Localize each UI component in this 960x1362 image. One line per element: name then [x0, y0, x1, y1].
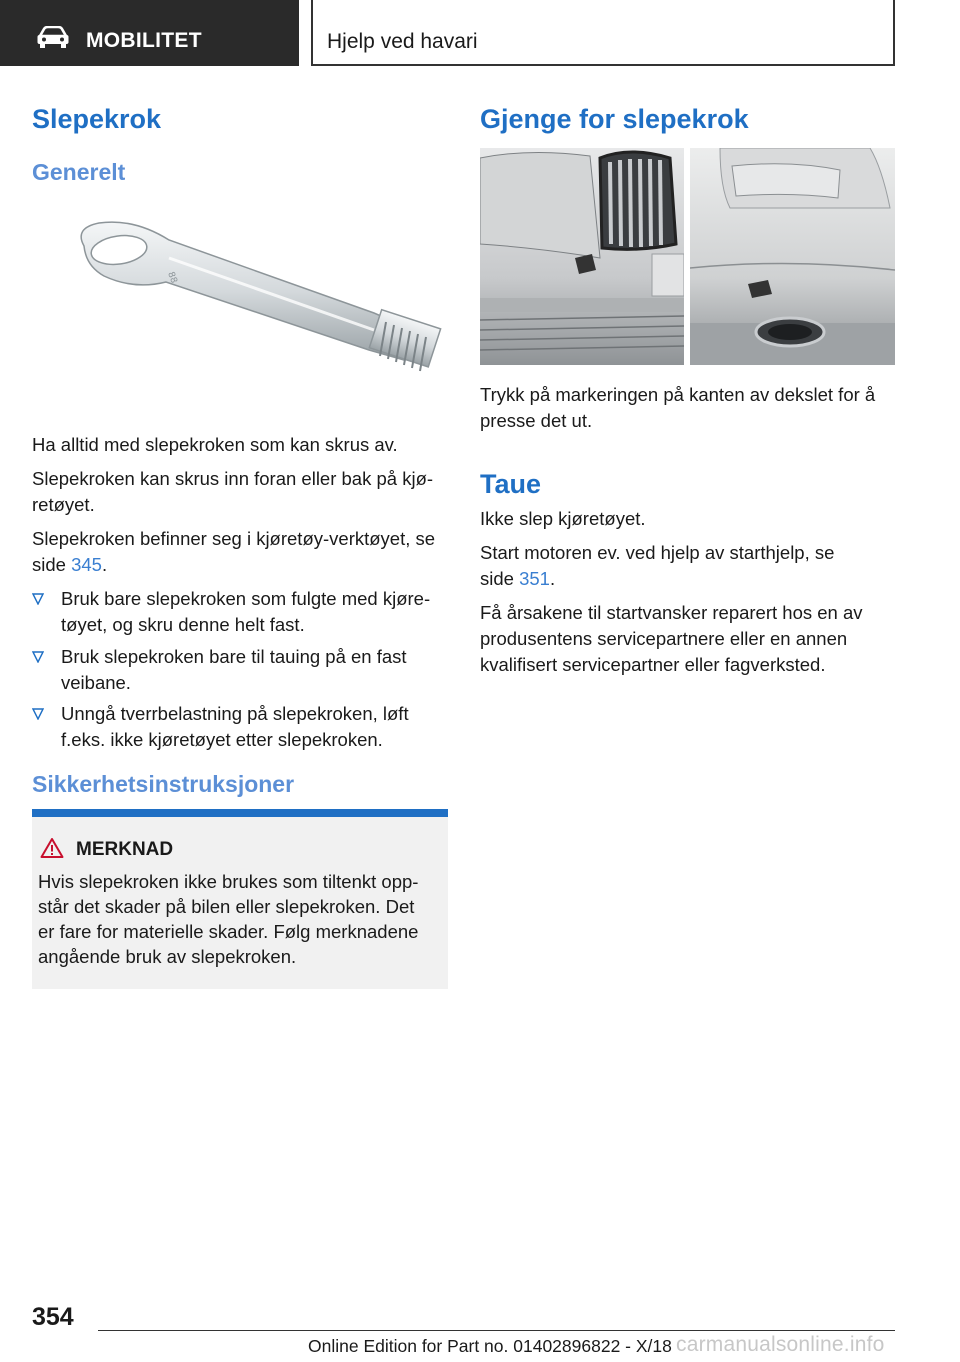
tow-hook-illustration [74, 218, 444, 393]
bullet-item: Unngå tverrbelastning på slepekroken, løft f.eks. ikke kjøretøyet etter slepekroken. [32, 701, 448, 753]
bullet-triangle-icon [32, 593, 44, 605]
subheading-generelt: Generelt [32, 159, 126, 185]
para-front-rear-2: retøyet. [32, 494, 95, 515]
page-link-351[interactable]: 351 [519, 568, 550, 589]
bullet-item: Bruk bare slepekroken som fulgte med kjøre- tøyet, og skru denne helt fast. [32, 586, 448, 638]
page-number: 354 [32, 1303, 74, 1331]
towing-line-1: Ikke slep kjøretøyet. [480, 508, 646, 529]
towing-line-3: side 351. [480, 568, 556, 589]
heading-taue: Taue [480, 469, 542, 499]
caption-line-1: Trykk på markeringen på kanten av dekslet for å [480, 384, 876, 405]
footer-divider [98, 1330, 895, 1331]
svg-text:88: 88 [165, 270, 179, 285]
front-bumper-illustration [480, 148, 684, 365]
bullet-item: Bruk slepekroken bare til tauing på en fast veibane. [32, 644, 448, 696]
towing-line-2: Start motoren ev. ved hjelp av starthjelp, se [480, 542, 835, 563]
car-icon [36, 26, 70, 48]
heading-gjenge: Gjenge for slepekrok [480, 104, 749, 134]
more-line-1: Få årsakene til startvansker reparert hos en av [480, 602, 863, 623]
section-tab [0, 0, 299, 66]
notice-text: Hvis slepekroken ikke brukes som tiltenkt opp- står det skader på bilen eller slepekroken. Det er fare for materielle skader. Følg merknadene angående bruk av slepekroken. [38, 871, 419, 967]
bullet-triangle-icon [32, 708, 44, 720]
heading-slepekrok: Slepekrok [32, 104, 162, 134]
chapter-title: Hjelp ved havari [327, 30, 478, 53]
more-line-3: kvalifisert servicepartner eller fagverksted. [480, 654, 826, 675]
heading-safety: Sikkerhetsinstruksjoner [32, 771, 295, 797]
more-line-2: produsentens servicepartnere eller en annen [480, 628, 848, 649]
caption-line-2: presse det ut. [480, 410, 593, 431]
bullet-triangle-icon [32, 651, 44, 663]
edition-text: Online Edition for Part no. 01402896822 - X/18 [308, 1336, 672, 1356]
notice-bar [32, 809, 448, 817]
watermark: carmanualsonline.info [676, 1333, 885, 1356]
para-location-2: side 345. [32, 554, 108, 575]
para-location-1: Slepekroken befinner seg i kjøretøy-verktøyet, se [32, 528, 436, 549]
para-always-bring: Ha alltid med slepekroken som kan skrus av. [32, 434, 398, 455]
page-link-345[interactable]: 345 [71, 554, 102, 575]
para-front-rear-1: Slepekroken kan skrus inn foran eller bak på kjø- [32, 468, 434, 489]
warning-triangle-icon [40, 837, 64, 859]
notice-box [32, 817, 448, 989]
notice-title: MERKNAD [76, 839, 174, 860]
section-label: MOBILITET [86, 29, 202, 52]
chapter-title-box [311, 0, 895, 66]
rear-bumper-illustration [690, 148, 895, 365]
